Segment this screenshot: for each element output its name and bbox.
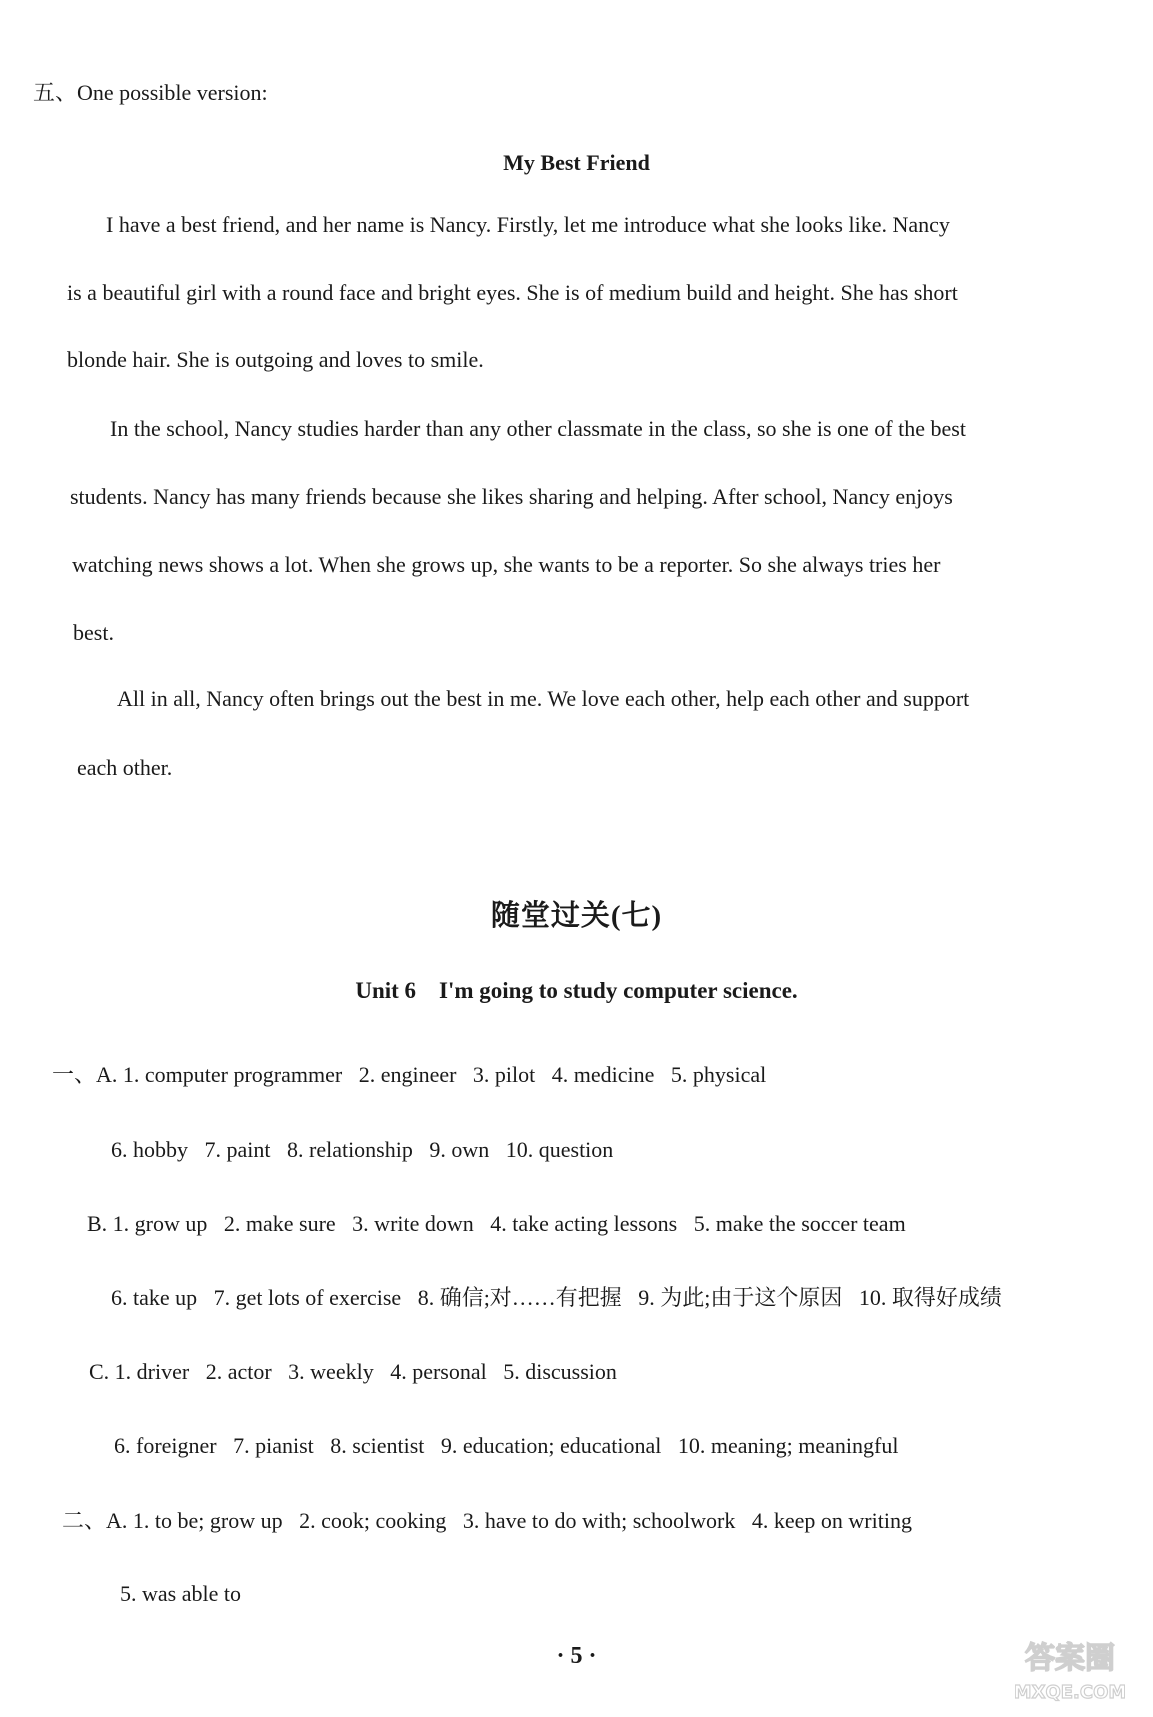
answer-line: 二、A. 1. to be; grow up 2. cook; cooking 3. have to do with; schoolwork 4. keep on writing — [62, 1508, 912, 1533]
answer-line: 5. was able to — [120, 1581, 241, 1606]
essay-title: My Best Friend — [503, 150, 650, 175]
essay-line: watching news shows a lot. When she grows up, she wants to be a reporter. So she always tries her — [72, 552, 941, 577]
essay-line: best. — [73, 620, 114, 645]
essay-line: each other. — [77, 755, 173, 780]
watermark-url-text: MXQE.COM — [1015, 1682, 1125, 1703]
answer-line: C. 1. driver 2. actor 3. weekly 4. personal 5. discussion — [89, 1359, 617, 1384]
site-watermark-logo — [1015, 1628, 1125, 1708]
essay-line: blonde hair. She is outgoing and loves to smile. — [67, 347, 484, 372]
essay-line: students. Nancy has many friends because she likes sharing and helping. After school, Nancy enjoys — [70, 484, 953, 509]
watermark-logo-text: 答案圈 — [1025, 1641, 1115, 1676]
answer-line: 一、A. 1. computer programmer 2. engineer 3. pilot 4. medicine 5. physical — [52, 1062, 767, 1087]
answer-line: B. 1. grow up 2. make sure 3. write down 4. take acting lessons 5. make the soccer team — [87, 1211, 906, 1236]
answer-line: 6. foreigner 7. pianist 8. scientist 9. education; educational 10. meaning; meaningful — [114, 1433, 899, 1458]
answer-line: 6. hobby 7. paint 8. relationship 9. own 10. question — [111, 1137, 614, 1162]
section5-intro: 五、One possible version: — [33, 80, 268, 105]
section-title: 随堂过关(七) — [490, 900, 663, 932]
essay-line: I have a best friend, and her name is Nancy. Firstly, let me introduce what she looks like. Nancy — [106, 212, 950, 237]
unit-title: Unit 6 I'm going to study computer science. — [355, 978, 798, 1003]
watermark-logo-icon — [1015, 1628, 1125, 1708]
essay-line: All in all, Nancy often brings out the best in me. We love each other, help each other and support — [117, 686, 970, 711]
answer-line: 6. take up 7. get lots of exercise 8. 确信;对……有把握 9. 为此;由于这个原因 10. 取得好成绩 — [111, 1285, 1002, 1310]
essay-line: In the school, Nancy studies harder than any other classmate in the class, so she is one of the best — [110, 416, 966, 441]
page-number: · 5 · — [556, 1643, 597, 1669]
essay-line: is a beautiful girl with a round face and bright eyes. She is of medium build and height. She has short — [67, 280, 958, 305]
